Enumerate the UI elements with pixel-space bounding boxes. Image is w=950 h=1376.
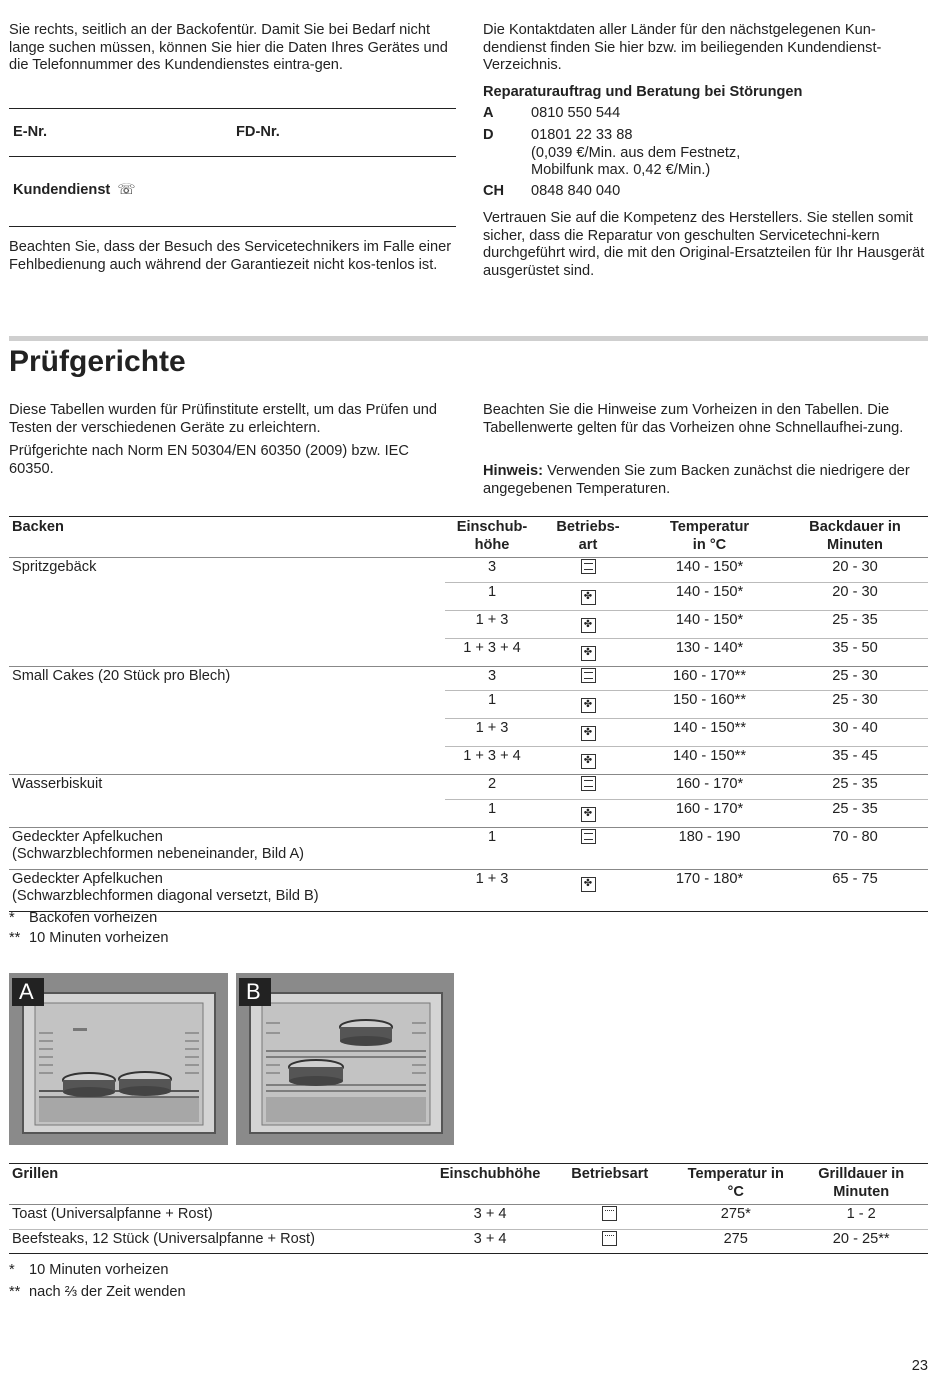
hot-air-fan-icon: ✤ bbox=[581, 590, 596, 605]
footnote-mark: * bbox=[9, 1262, 15, 1278]
shelf-level: 3 + 4 bbox=[438, 1229, 543, 1254]
shelf-level: 1 + 3 + 4 bbox=[445, 747, 539, 775]
grill-icon bbox=[602, 1206, 617, 1221]
heating-mode bbox=[539, 869, 637, 911]
divider bbox=[9, 226, 456, 227]
temperature: 180 - 190 bbox=[637, 827, 782, 869]
hint-text: Verwenden Sie zum Backen zunächst die niedrigere der angegebenen Temperaturen. bbox=[483, 463, 910, 497]
heating-mode bbox=[539, 638, 637, 666]
kundendienst-text: Kundendienst bbox=[13, 182, 111, 198]
service-notice: Beachten Sie, dass der Besuch des Servicetechnikers im Falle einer Fehlbedienung auch während der Garantiezeit nicht kos-tenlos ist. bbox=[9, 239, 452, 273]
col-temperatur: Temperatur in °C bbox=[687, 1166, 784, 1200]
phone-icon: ☏ bbox=[117, 182, 136, 198]
hint-label: Hinweis: bbox=[483, 463, 544, 479]
photo-label-b: B bbox=[246, 979, 261, 1004]
phone-number: 0810 550 544 bbox=[531, 105, 621, 121]
heating-mode bbox=[539, 666, 637, 691]
temperature: 160 - 170** bbox=[637, 666, 782, 691]
photo-label-a: A bbox=[19, 979, 34, 1004]
baking-time: 25 - 35 bbox=[782, 610, 928, 638]
footnote bbox=[9, 1284, 186, 1302]
top-bottom-heat-icon bbox=[581, 668, 596, 683]
intro-right-text: Die Kontaktdaten aller Länder für den nächstgelegenen Kun-dendienst finden Sie hier bzw. im beiliegenden Kundendienst-Verzeichnis. bbox=[483, 22, 882, 73]
country-code: CH bbox=[483, 183, 505, 199]
table-header-row bbox=[9, 1164, 928, 1205]
heating-mode bbox=[539, 582, 637, 610]
shelf-level: 3 bbox=[445, 558, 539, 583]
temperature: 160 - 170* bbox=[637, 799, 782, 827]
oven-photo-b bbox=[236, 973, 454, 1145]
baking-time: 35 - 50 bbox=[782, 638, 928, 666]
temperature: 140 - 150* bbox=[637, 610, 782, 638]
divider bbox=[9, 108, 456, 109]
section-bar bbox=[9, 336, 928, 341]
section-intro-1: Diese Tabellen wurden für Prüfinstitute erstellt, um das Prüfen und Testen der verschiedenen Geräte zu erleichtern. bbox=[9, 402, 438, 436]
baking-time: 25 - 35 bbox=[782, 775, 928, 800]
section-title: Prüfgerichte bbox=[9, 345, 186, 378]
repair-title: Reparaturauftrag und Beratung bei Störungen bbox=[483, 84, 803, 100]
hot-air-fan-icon: ✤ bbox=[581, 646, 596, 661]
temperature: 140 - 150* bbox=[637, 558, 782, 583]
temperature: 275* bbox=[677, 1205, 794, 1230]
dish-name: Small Cakes (20 Stück pro Blech) bbox=[9, 666, 445, 775]
baking-time: 65 - 75 bbox=[782, 869, 928, 911]
footnote-mark: ** bbox=[9, 1284, 21, 1300]
col-temperatur: Temperatur in °C bbox=[669, 519, 750, 553]
dish-name: Gedeckter Apfelkuchen (Schwarzblechformen nebeneinander, Bild A) bbox=[9, 827, 445, 869]
table-row bbox=[9, 666, 928, 691]
shelf-level: 3 + 4 bbox=[438, 1205, 543, 1230]
footnote-mark: ** bbox=[9, 930, 21, 946]
shelf-level: 1 bbox=[445, 799, 539, 827]
shelf-level: 1 bbox=[445, 582, 539, 610]
col-betriebsart: Betriebsart bbox=[571, 1166, 649, 1182]
shelf-level: 1 bbox=[445, 827, 539, 869]
top-bottom-heat-icon bbox=[581, 776, 596, 791]
table-row bbox=[9, 775, 928, 800]
heating-mode bbox=[539, 691, 637, 719]
temperature: 140 - 150** bbox=[637, 747, 782, 775]
heating-mode bbox=[539, 558, 637, 583]
hot-air-fan-icon: ✤ bbox=[581, 807, 596, 822]
shelf-level: 1 + 3 bbox=[445, 610, 539, 638]
phone-number-block bbox=[531, 127, 931, 180]
footnote-text: Backofen vorheizen bbox=[29, 910, 158, 926]
section-intro-2: Prüfgerichte nach Norm EN 50304/EN 60350 (2009) bzw. IEC 60350. bbox=[9, 443, 409, 477]
table-row bbox=[9, 1229, 928, 1254]
footnote-text: 10 Minuten vorheizen bbox=[29, 1262, 169, 1278]
shelf-level: 1 + 3 bbox=[445, 719, 539, 747]
footnote-text: 10 Minuten vorheizen bbox=[29, 930, 169, 946]
heating-mode bbox=[542, 1229, 677, 1254]
hot-air-fan-icon: ✤ bbox=[581, 698, 596, 713]
trust-text: Vertrauen Sie auf die Kompetenz des Herstellers. Sie stellen somit sicher, dass die Reparatur von geschulten Servicetechni-kern durchgeführt wird, die mit den Original-Ersatzteilen für Ihr Hausgerät ausgerüstet sind. bbox=[483, 210, 925, 279]
footnote bbox=[9, 910, 157, 928]
shelf-level: 1 + 3 + 4 bbox=[445, 638, 539, 666]
baking-time: 25 - 35 bbox=[782, 799, 928, 827]
oven-photo-a bbox=[9, 973, 228, 1145]
table-row bbox=[9, 827, 928, 869]
col-grilldauer: Grilldauer in Minuten bbox=[818, 1166, 905, 1200]
kundendienst-label bbox=[13, 182, 136, 200]
col-grillen: Grillen bbox=[12, 1166, 59, 1182]
temperature: 130 - 140* bbox=[637, 638, 782, 666]
hot-air-fan-icon: ✤ bbox=[581, 726, 596, 741]
temperature: 275 bbox=[677, 1229, 794, 1254]
shelf-level: 1 bbox=[445, 691, 539, 719]
dish-name: Spritzgebäck bbox=[9, 558, 445, 667]
grilling-time: 20 - 25** bbox=[794, 1229, 928, 1254]
col-betriebsart: Betriebs- art bbox=[556, 519, 620, 553]
temperature: 160 - 170* bbox=[637, 775, 782, 800]
country-code: A bbox=[483, 105, 494, 121]
footnote-text: nach ⅔ der Zeit wenden bbox=[29, 1284, 186, 1300]
hint bbox=[483, 463, 928, 498]
heating-mode bbox=[539, 610, 637, 638]
dish-name: Toast (Universalpfanne + Rost) bbox=[9, 1205, 438, 1230]
phone-number: 0848 840 040 bbox=[531, 183, 621, 199]
hot-air-fan-icon: ✤ bbox=[581, 877, 596, 892]
dish-name: Wasserbiskuit bbox=[9, 775, 445, 828]
grill-icon bbox=[602, 1231, 617, 1246]
table-row bbox=[9, 558, 928, 583]
phone-note: Mobilfunk max. 0,42 €/Min.) bbox=[531, 162, 711, 178]
baking-time: 30 - 40 bbox=[782, 719, 928, 747]
table-row bbox=[9, 1205, 928, 1230]
temperature: 140 - 150* bbox=[637, 582, 782, 610]
page-number: 23 bbox=[911, 1358, 928, 1374]
preheat-note: Beachten Sie die Hinweise zum Vorheizen in den Tabellen. Die Tabellenwerte gelten für das Vorheizen ohne Schnellaufhei-zung. bbox=[483, 402, 904, 436]
shelf-level: 2 bbox=[445, 775, 539, 800]
intro-left-text: Sie rechts, seitlich an der Backofentür. Damit Sie bei Bedarf nicht lange suchen müssen, können Sie hier die Daten Ihres Gerätes und die Telefonnummer des Kundendienstes eintra-gen. bbox=[9, 22, 448, 73]
heating-mode bbox=[539, 775, 637, 800]
col-einschub: Einschub- höhe bbox=[456, 519, 528, 553]
temperature: 150 - 160** bbox=[637, 691, 782, 719]
top-bottom-heat-icon bbox=[581, 559, 596, 574]
dish-name: Beefsteaks, 12 Stück (Universalpfanne + Rost) bbox=[9, 1229, 438, 1254]
phone-note: (0,039 €/Min. aus dem Festnetz, bbox=[531, 144, 741, 161]
fdnr-label: FD-Nr. bbox=[236, 124, 280, 140]
temperature: 140 - 150** bbox=[637, 719, 782, 747]
footnote-mark: * bbox=[9, 910, 15, 926]
enr-label: E-Nr. bbox=[13, 124, 48, 140]
shelf-level: 1 + 3 bbox=[445, 869, 539, 911]
footnote bbox=[9, 1262, 169, 1280]
temperature: 170 - 180* bbox=[637, 869, 782, 911]
country-code: D bbox=[483, 127, 494, 143]
heating-mode bbox=[539, 799, 637, 827]
footnote bbox=[9, 930, 169, 948]
grilling-time: 1 - 2 bbox=[794, 1205, 928, 1230]
baking-time: 20 - 30 bbox=[782, 582, 928, 610]
baking-time: 35 - 45 bbox=[782, 747, 928, 775]
shelf-level: 3 bbox=[445, 666, 539, 691]
baking-time: 25 - 30 bbox=[782, 666, 928, 691]
hot-air-fan-icon: ✤ bbox=[581, 618, 596, 633]
grilling-table bbox=[9, 1163, 928, 1254]
baking-table bbox=[9, 516, 928, 912]
heating-mode bbox=[539, 719, 637, 747]
divider bbox=[9, 156, 456, 157]
hot-air-fan-icon: ✤ bbox=[581, 754, 596, 769]
baking-time: 25 - 30 bbox=[782, 691, 928, 719]
col-einschubhoehe: Einschubhöhe bbox=[439, 1166, 541, 1182]
heating-mode bbox=[539, 747, 637, 775]
phone-number: 01801 22 33 88 bbox=[531, 127, 633, 143]
baking-time: 20 - 30 bbox=[782, 558, 928, 583]
top-bottom-heat-icon bbox=[581, 829, 596, 844]
col-backdauer: Backdauer in Minuten bbox=[809, 519, 901, 553]
baking-time: 70 - 80 bbox=[782, 827, 928, 869]
dish-name: Gedeckter Apfelkuchen (Schwarzblechformen diagonal versetzt, Bild B) bbox=[9, 869, 445, 911]
table-row bbox=[9, 869, 928, 911]
heating-mode bbox=[542, 1205, 677, 1230]
col-backen: Backen bbox=[12, 519, 64, 535]
heating-mode bbox=[539, 827, 637, 869]
table-header-row bbox=[9, 517, 928, 558]
